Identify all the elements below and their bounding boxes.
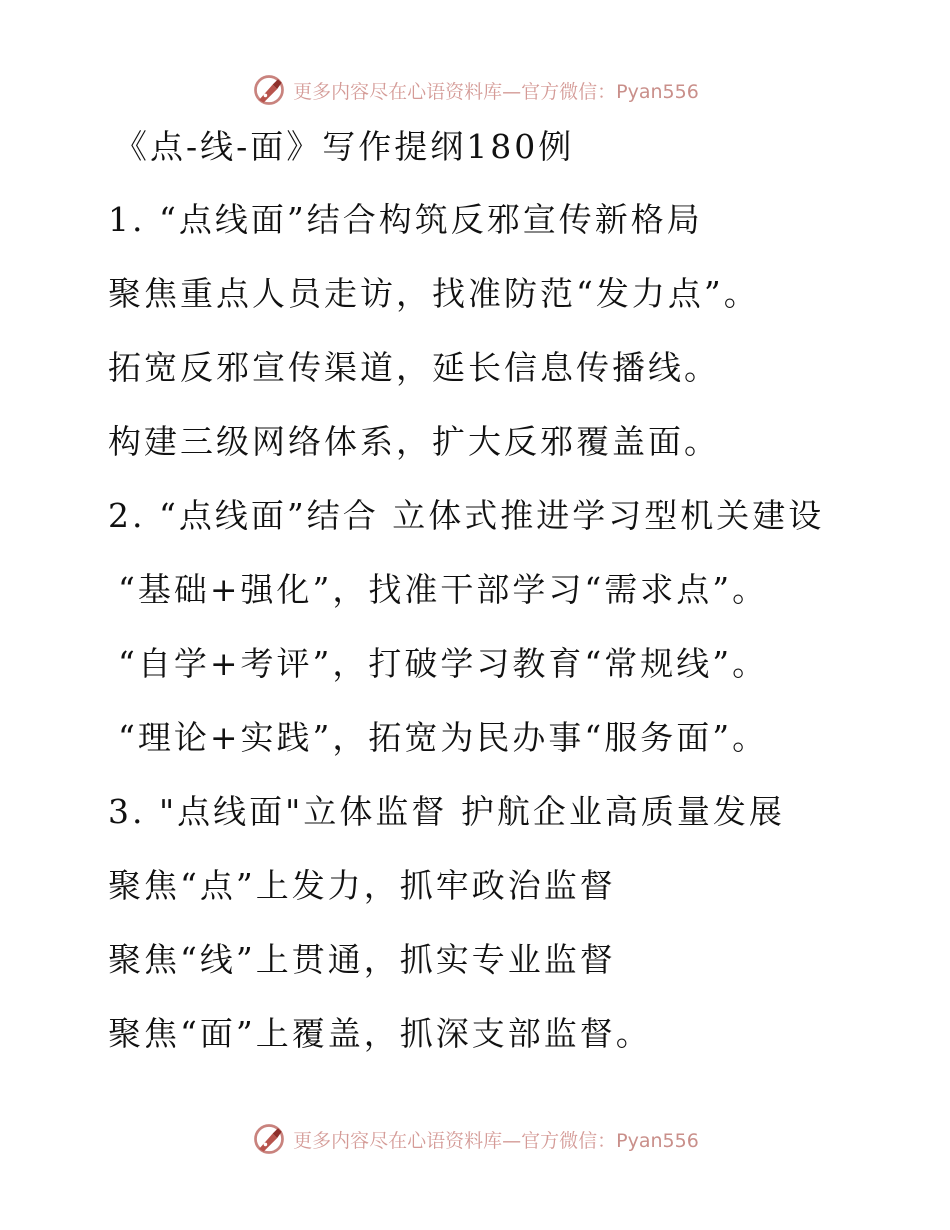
- text-line: 聚焦“点”上发力，抓牢政治监督: [108, 866, 616, 905]
- text-line: 聚焦“线”上贯通，抓实专业监督: [108, 940, 616, 979]
- pen-nib-logo-icon: [251, 1121, 287, 1157]
- text-line: 构建三级网络体系，扩大反邪覆盖面。: [108, 422, 720, 461]
- watermark-wechat-id: Pyan556: [616, 80, 699, 103]
- section-heading-3: 3. "点线面"立体监督 护航企业高质量发展: [108, 792, 785, 831]
- watermark-text: [293, 1126, 699, 1153]
- document-title: 《点-线-面》写作提纲180例: [114, 127, 575, 166]
- text-line: 聚焦重点人员走访，找准防范“发力点”。: [108, 274, 760, 313]
- watermark-label: 更多内容尽在心语资料库—官方微信：: [293, 1129, 617, 1152]
- text-line: “理论+实践”，拓宽为民办事“服务面”。: [118, 718, 769, 757]
- section-heading-1: 1. “点线面”结合构筑反邪宣传新格局: [108, 200, 703, 239]
- text-line: “基础+强化”，找准干部学习“需求点”。: [118, 570, 769, 609]
- text-line: “自学+考评”，打破学习教育“常规线”。: [118, 644, 769, 683]
- section-heading-2: 2. “点线面”结合 立体式推进学习型机关建设: [108, 496, 825, 535]
- pen-nib-logo-icon: [251, 72, 287, 108]
- text-line: 拓宽反邪宣传渠道，延长信息传播线。: [108, 348, 720, 387]
- watermark-label: 更多内容尽在心语资料库—官方微信：: [293, 80, 617, 103]
- text-line: 聚焦“面”上覆盖，抓深支部监督。: [108, 1014, 652, 1053]
- watermark-text: [293, 77, 699, 104]
- watermark-footer: [0, 1119, 950, 1159]
- watermark-header: [0, 70, 950, 110]
- watermark-wechat-id: Pyan556: [616, 1129, 699, 1152]
